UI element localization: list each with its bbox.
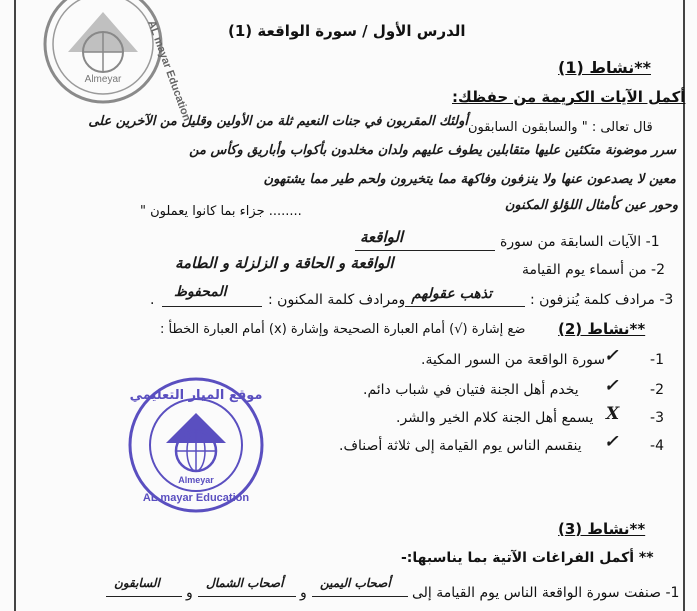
- handwritten-line-4: وحور عين كأمثال اللؤلؤ المكنون: [504, 198, 678, 213]
- top-stamp-logo: [28, 0, 193, 123]
- q3-answer-b-line: [162, 306, 262, 307]
- q2-text: 2- من أسماء يوم القيامة: [522, 262, 666, 278]
- handwritten-line-1: أولئك المقربون في جنات النعيم ثلة من الأولين وقليل من الآخرين على: [88, 114, 468, 129]
- activity1-instruction: أكمل الآيات الكريمة من حفظك:: [452, 88, 686, 106]
- stamp-arabic-text: موقع الميار التعليمي: [129, 388, 263, 403]
- item2-num: 2-: [650, 382, 664, 398]
- item3-text: يسمع أهل الجنة كلام الخير والشر.: [396, 410, 594, 426]
- activity3-and-2: و: [186, 585, 193, 601]
- item1-mark: ✓: [604, 346, 619, 366]
- stamp-caption: AL mayar Education: [142, 492, 250, 504]
- handwritten-line-3: معين لا يصدعون عنها ولا ينزفون وفاكهة مما يتخيرون ولحم طير مما يشتهون: [263, 172, 676, 187]
- activity2-instruction: ضع إشارة (√) أمام العبارة الصحيحة وإشارة (x) أمام العبارة الخطأ :: [160, 322, 526, 337]
- verse-start: قال تعالى : " والسابقون السابقون: [468, 120, 653, 135]
- item1-text: سورة الواقعة من السور المكية.: [421, 352, 606, 368]
- q2-answer: الواقعة و الحاقة و الزلزلة و الطامة: [175, 254, 394, 272]
- q1-answer-line: [355, 250, 495, 251]
- activity3-answer-a: أصحاب اليمين: [320, 576, 391, 590]
- q3-text-a: 3- مرادف كلمة يُنزفون :: [530, 292, 674, 308]
- item2-mark: ✓: [604, 376, 619, 396]
- top-stamp-caption: AL mayar Education: [145, 18, 193, 123]
- item3-num: 3-: [650, 410, 664, 426]
- activity3-q1-text: 1- صنفت سورة الواقعة الناس يوم القيامة إلى: [412, 585, 680, 601]
- handwritten-line-2: سرر موضونة متكئين عليها متقابلين يطوف عليهم ولدان مخلدون بأكواب وأباريق وكأس من: [189, 143, 676, 158]
- mayar-stamp-logo: [126, 375, 266, 515]
- activity1-heading: **نشاط (1): [558, 58, 651, 77]
- left-border: [14, 0, 16, 611]
- item1-num: 1-: [650, 352, 664, 368]
- item4-text: ينقسم الناس يوم القيامة إلى ثلاثة أصناف.: [339, 438, 582, 454]
- activity3-answer-b: أصحاب الشمال: [206, 576, 284, 590]
- activity3-instruction: ** أكمل الفراغات الآتية بما يناسبها:-: [401, 550, 654, 566]
- activity2-heading: **نشاط (2): [558, 320, 646, 338]
- item3-mark: X: [606, 404, 620, 424]
- q1-answer: الواقعة: [360, 228, 404, 246]
- activity3-heading: **نشاط (3): [558, 520, 646, 538]
- q3-end: .: [150, 292, 155, 308]
- item4-num: 4-: [650, 438, 664, 454]
- activity3-answer-b-line: [198, 596, 296, 597]
- q3-text-b: ، ومرادف كلمة المكنون :: [268, 292, 415, 308]
- q1-text: 1- الآيات السابقة من سورة: [500, 234, 660, 250]
- activity3-and-1: و: [300, 585, 307, 601]
- activity3-answer-c-line: [106, 596, 182, 597]
- page-title: الدرس الأول / سورة الواقعة (1): [228, 22, 466, 40]
- item4-mark: ✓: [604, 432, 619, 452]
- top-stamp-name: Almeyar: [84, 74, 122, 85]
- stamp-name: Almeyar: [178, 475, 214, 485]
- activity3-answer-a-line: [312, 596, 408, 597]
- item2-text: يخدم أهل الجنة فتيان في شباب دائم.: [363, 382, 579, 398]
- activity3-answer-c: السابقون: [114, 576, 160, 590]
- q3-answer-a-line: [405, 306, 525, 307]
- q3-answer-b: المحفوظ: [174, 284, 227, 300]
- q3-answer-a: تذهب عقولهم: [412, 286, 492, 302]
- verse-end: ........ جزاء بما كانوا يعملون ": [140, 204, 302, 219]
